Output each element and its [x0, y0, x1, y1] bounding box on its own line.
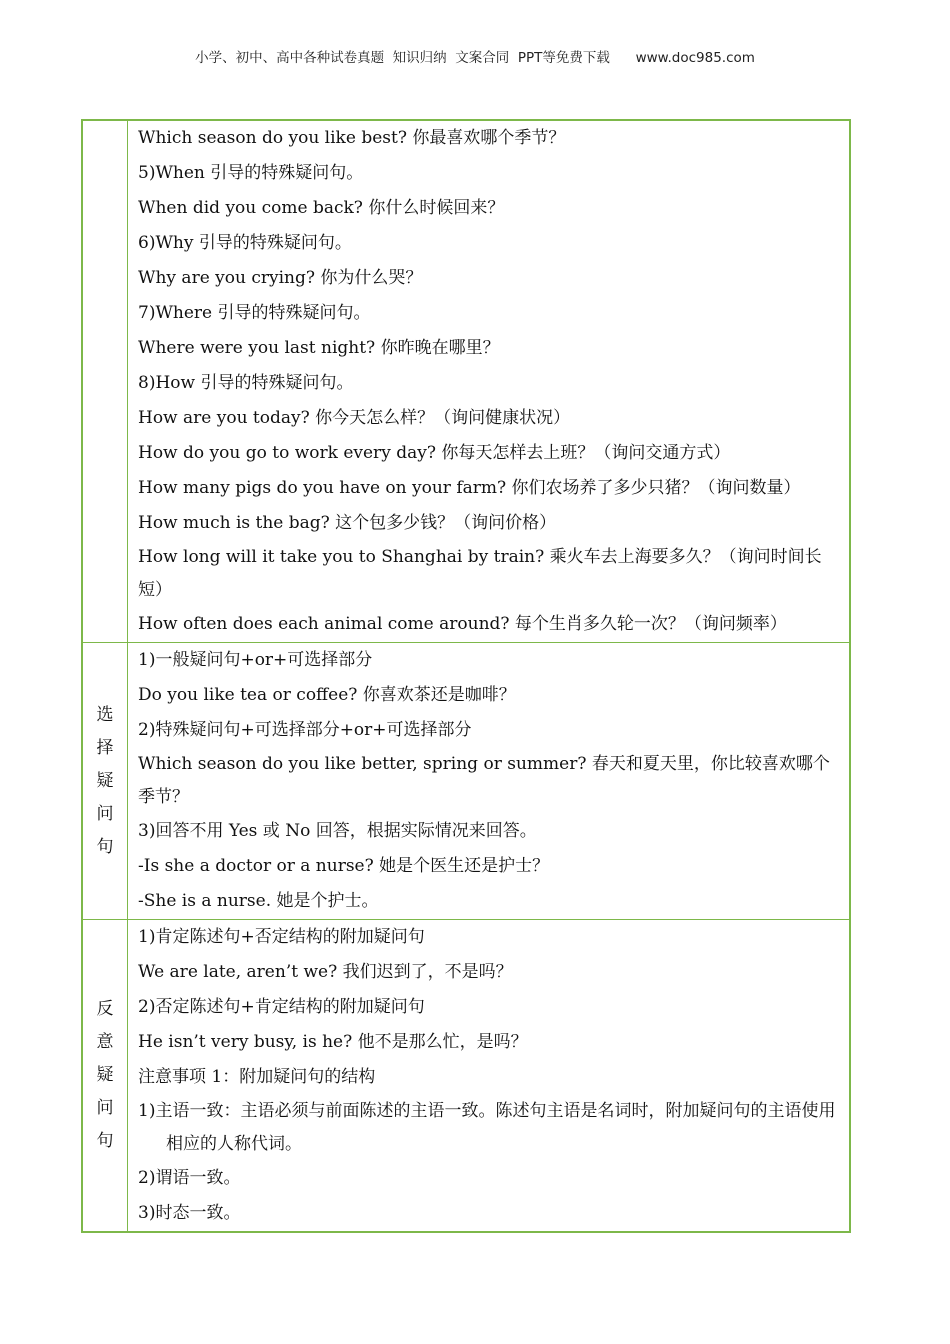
content-line: 3)回答不用 Yes 或 No 回答，根据实际情况来回答。: [138, 821, 537, 841]
content-line: Do you like tea or coffee? 你喜欢茶还是咖啡？: [138, 685, 516, 705]
content-line: -Is she a doctor or a nurse? 她是个医生还是护士？: [138, 856, 550, 876]
row-content: [128, 920, 849, 1231]
content-line: -She is a nurse. 她是个护士。: [138, 891, 379, 911]
grammar-table: [81, 119, 851, 1233]
content-line: 7)Where 引导的特殊疑问句。: [138, 303, 371, 323]
content-line: How much is the bag? 这个包多少钱？（询问价格）: [138, 513, 557, 533]
content-line: How are you today? 你今天怎么样？（询问健康状况）: [138, 408, 571, 428]
row-label-text: 选择疑问句: [96, 704, 114, 857]
content-line: 2)谓语一致。: [138, 1168, 241, 1188]
page-header: 小学、初中、高中各种试卷真题 知识归纳 文案合同 PPT等免费下载 www.doc985.com: [195, 50, 755, 66]
content-line: We are late, aren’t we? 我们迟到了，不是吗？: [138, 962, 513, 982]
content-line: 1)主语一致：主语必须与前面陈述的主语一致。陈述句主语是名词时，附加疑问句的主语使用相应的人称代词。: [138, 1101, 836, 1154]
row-label-empty: [83, 121, 128, 642]
row-label-text: 反意疑问句: [96, 999, 114, 1151]
table-row-special-questions: [83, 121, 849, 643]
content-line: 注意事项 1：附加疑问句的结构: [138, 1067, 376, 1087]
row-content: [128, 643, 849, 919]
content-line: How do you go to work every day? 你每天怎样去上班？（询问交通方式）: [138, 443, 731, 463]
content-line: 1)肯定陈述句+否定结构的附加疑问句: [138, 927, 425, 947]
content-line: How many pigs do you have on your farm? 你们农场养了多少只猪？（询问数量）: [138, 478, 801, 498]
table-row-alternative-questions: [83, 643, 849, 920]
content-line: Which season do you like best? 你最喜欢哪个季节？: [138, 128, 566, 148]
content-line: When did you come back? 你什么时候回来？: [138, 198, 505, 218]
content-line: He isn’t very busy, is he? 他不是那么忙，是吗？: [138, 1032, 528, 1052]
content-line: Where were you last night? 你昨晚在哪里？: [138, 338, 500, 358]
content-line: How often does each animal come around? 每个生肖多久轮一次？（询问频率）: [138, 614, 787, 634]
content-line: 2)否定陈述句+肯定结构的附加疑问句: [138, 997, 425, 1017]
row-content: [128, 121, 849, 642]
content-line: Which season do you like better, spring or summer? 春天和夏天里，你比较喜欢哪个季节？: [138, 754, 830, 807]
content-line: 3)时态一致。: [138, 1203, 241, 1223]
content-line: 5)When 引导的特殊疑问句。: [138, 163, 364, 183]
content-line: 2)特殊疑问句+可选择部分+or+可选择部分: [138, 720, 472, 740]
content-line: 1)一般疑问句+or+可选择部分: [138, 650, 373, 670]
content-line: Why are you crying? 你为什么哭？: [138, 268, 423, 288]
row-label: [83, 920, 128, 1231]
content-line: How long will it take you to Shanghai by train? 乘火车去上海要多久？（询问时间长短）: [138, 547, 822, 600]
table-row-tag-questions: [83, 920, 849, 1231]
content-line: 8)How 引导的特殊疑问句。: [138, 373, 354, 393]
row-label: [83, 643, 128, 919]
content-line: 6)Why 引导的特殊疑问句。: [138, 233, 352, 253]
